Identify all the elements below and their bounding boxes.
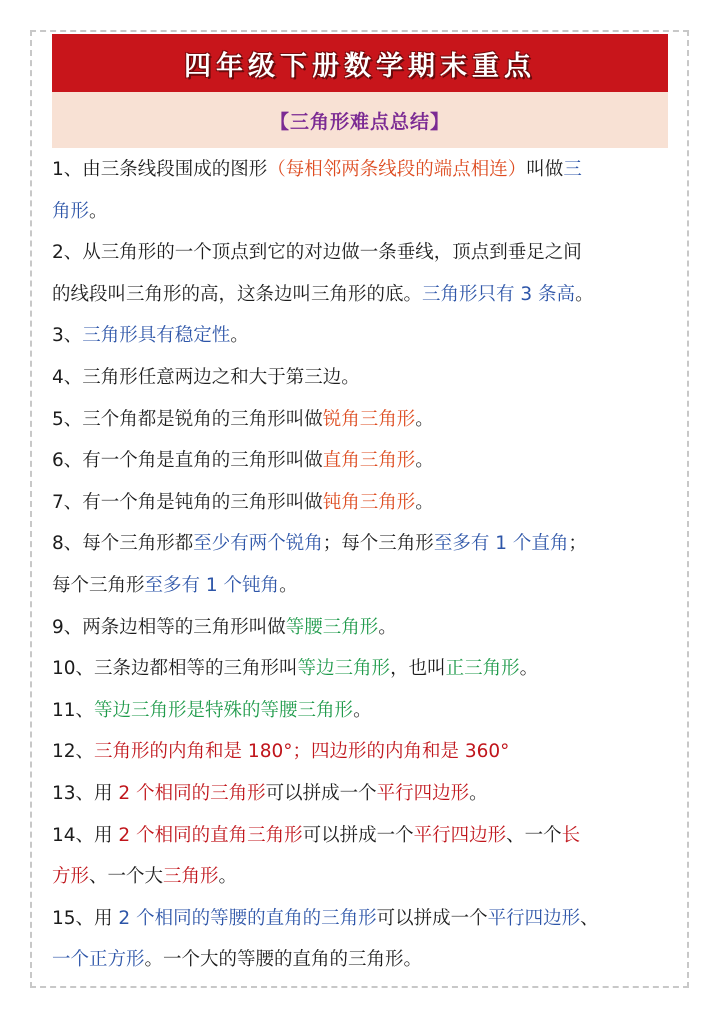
text-segment: 。	[519, 658, 539, 680]
highlighted-text: 三角形的内角和是 180°；四边形的内角和是 360°	[94, 741, 510, 763]
highlighted-text: 平行四边形	[487, 907, 581, 929]
text-segment: 。	[575, 283, 594, 305]
text-line	[52, 898, 674, 940]
text-line	[52, 607, 674, 649]
text-segment: 4、三角形任意两边之和大于第三边。	[52, 366, 360, 388]
text-segment: 6、有一个角是直角的三角形叫做	[52, 450, 323, 472]
text-segment: 。	[218, 866, 238, 888]
text-line	[52, 939, 674, 981]
text-segment: 11、	[52, 699, 95, 721]
highlighted-text: 等边三角形	[297, 658, 391, 680]
title-banner	[52, 34, 668, 92]
highlighted-text: 2 个相同的直角三角形	[118, 824, 303, 846]
text-line	[52, 357, 674, 399]
highlighted-text: 等腰三角形	[285, 616, 379, 638]
highlighted-text: 2 个相同的等腰的直角的三角形	[118, 907, 377, 929]
highlighted-text: 平行四边形	[376, 782, 470, 804]
text-segment: ，也叫	[390, 658, 446, 680]
highlighted-text: 等边三角形是特殊的等腰三角形	[94, 699, 354, 721]
highlighted-text: 至多有 1 个直角	[433, 533, 569, 555]
text-segment: 。一个大的等腰的直角的三角形。	[144, 949, 423, 971]
text-segment: 。	[469, 782, 488, 804]
text-segment: 可以拼成一个	[376, 907, 488, 929]
text-line	[52, 482, 674, 524]
text-segment: 8、每个三角形都	[52, 533, 194, 555]
text-line	[52, 565, 674, 607]
text-segment: 1、由三条线段围成的图形	[52, 159, 268, 180]
highlighted-text: 三角形只有 3 条高	[422, 283, 576, 305]
highlighted-text: 三	[563, 159, 582, 180]
highlighted-text: 至多有 1 个钝角	[144, 574, 280, 596]
highlighted-text: 方形	[52, 866, 90, 888]
text-segment: 12、	[52, 741, 95, 763]
text-segment: 。	[415, 450, 434, 472]
highlighted-text: 平行四边形	[413, 824, 507, 846]
text-segment: ；每个三角形	[322, 533, 434, 555]
highlighted-text: 三角形具有稳定性	[82, 325, 231, 347]
text-line	[52, 232, 674, 274]
text-segment: 叫做	[526, 159, 564, 180]
text-line	[52, 856, 674, 898]
text-segment: 7、有一个角是钝角的三角形叫做	[52, 491, 323, 513]
text-segment: 、一个	[506, 824, 562, 846]
summary-list	[52, 149, 674, 981]
text-line	[52, 523, 674, 565]
text-line	[52, 731, 674, 773]
text-segment: 。	[230, 325, 249, 347]
highlighted-text: 一个正方形	[52, 949, 145, 971]
text-line	[52, 440, 674, 482]
text-segment: 。	[415, 408, 434, 430]
text-segment: 9、两条边相等的三角形叫做	[52, 616, 286, 638]
text-line	[52, 315, 674, 357]
text-segment: 。	[378, 616, 397, 638]
text-line	[52, 773, 674, 815]
text-segment: 3、	[52, 325, 83, 347]
highlighted-text: 锐角三角形	[322, 408, 416, 430]
page-subtitle: 【三角形难点总结】	[269, 110, 450, 133]
text-line	[52, 399, 674, 441]
text-segment: 。	[279, 574, 298, 596]
highlighted-text: 三角形	[163, 866, 219, 888]
text-segment: 可以拼成一个	[302, 824, 414, 846]
text-line	[52, 648, 674, 690]
text-segment: 。	[415, 491, 434, 513]
highlighted-text: 长	[561, 824, 581, 846]
highlighted-text: 2 个相同的三角形	[118, 782, 266, 804]
subtitle-bar	[52, 92, 668, 148]
text-line	[52, 690, 674, 732]
highlighted-text: 钝角三角形	[322, 491, 416, 513]
highlighted-text: 正三角形	[445, 658, 520, 680]
text-line	[52, 274, 674, 316]
highlighted-text: （每相邻两条线段的端点相连）	[267, 159, 527, 180]
highlighted-text: 直角三角形	[322, 450, 416, 472]
highlighted-text: 角形	[52, 200, 90, 222]
text-segment: 15、用	[52, 907, 119, 929]
text-segment: 10、三条边都相等的三角形叫	[52, 658, 298, 680]
text-segment: ；	[568, 533, 587, 555]
page-title: 四年级下册数学期末重点	[184, 50, 536, 82]
text-segment: 可以拼成一个	[265, 782, 377, 804]
text-segment: 、一个大	[89, 866, 164, 888]
highlighted-text: 至少有两个锐角	[193, 533, 323, 555]
text-line	[52, 815, 674, 857]
text-line	[52, 191, 674, 233]
text-segment: 13、用	[52, 782, 119, 804]
text-line	[52, 149, 674, 191]
text-segment: 2、从三角形的一个顶点到它的对边做一条垂线，顶点到垂足之间	[52, 242, 582, 264]
text-segment: 。	[353, 699, 372, 721]
text-segment: 每个三角形	[52, 574, 145, 596]
text-segment: 14、用	[52, 824, 119, 846]
text-segment: 5、三个角都是锐角的三角形叫做	[52, 408, 323, 430]
text-segment: 。	[89, 200, 108, 222]
text-segment: 、	[580, 907, 599, 929]
text-segment: 的线段叫三角形的高，这条边叫三角形的底。	[52, 283, 423, 305]
